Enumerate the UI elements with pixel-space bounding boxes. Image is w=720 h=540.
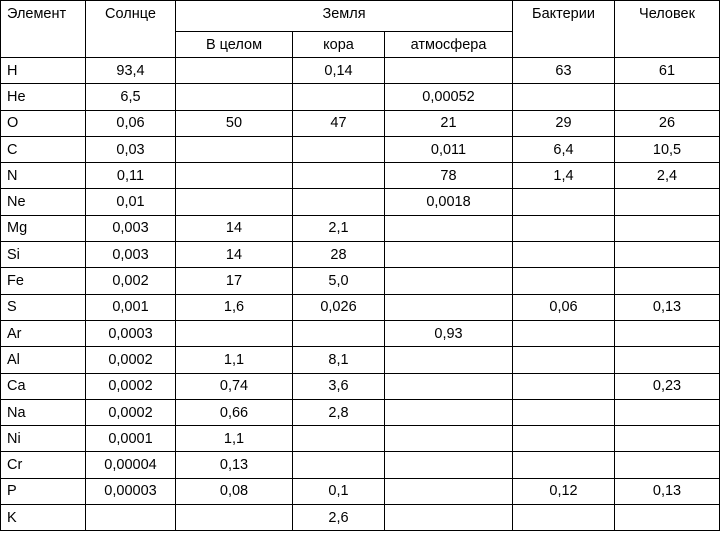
cell-element: Ni bbox=[1, 426, 86, 452]
cell-element: Ar bbox=[1, 320, 86, 346]
cell-earth-crust bbox=[293, 84, 385, 110]
cell-earth-crust: 2,8 bbox=[293, 399, 385, 425]
table-row bbox=[1, 268, 720, 294]
cell-bacteria: 1,4 bbox=[513, 163, 615, 189]
cell-earth-atmosphere bbox=[385, 426, 513, 452]
cell-earth-total: 50 bbox=[176, 110, 293, 136]
cell-element: K bbox=[1, 505, 86, 531]
cell-element: Fe bbox=[1, 268, 86, 294]
table-row bbox=[1, 399, 720, 425]
cell-earth-crust: 2,6 bbox=[293, 505, 385, 531]
cell-human bbox=[615, 268, 720, 294]
cell-earth-crust bbox=[293, 452, 385, 478]
cell-sun: 0,0001 bbox=[86, 426, 176, 452]
cell-bacteria bbox=[513, 215, 615, 241]
cell-element: He bbox=[1, 84, 86, 110]
cell-sun: 0,00003 bbox=[86, 478, 176, 504]
cell-earth-atmosphere bbox=[385, 215, 513, 241]
col-header-earth-total: В целом bbox=[176, 32, 293, 58]
cell-human bbox=[615, 452, 720, 478]
cell-earth-total bbox=[176, 84, 293, 110]
cell-earth-atmosphere bbox=[385, 242, 513, 268]
cell-element: Mg bbox=[1, 215, 86, 241]
cell-sun: 0,11 bbox=[86, 163, 176, 189]
cell-earth-total bbox=[176, 189, 293, 215]
table-row bbox=[1, 215, 720, 241]
cell-element: Ca bbox=[1, 373, 86, 399]
cell-element: Na bbox=[1, 399, 86, 425]
cell-bacteria bbox=[513, 426, 615, 452]
cell-human: 0,13 bbox=[615, 478, 720, 504]
col-header-bacteria: Бактерии bbox=[513, 1, 615, 58]
cell-sun: 0,002 bbox=[86, 268, 176, 294]
cell-earth-total: 1,1 bbox=[176, 426, 293, 452]
cell-element: Si bbox=[1, 242, 86, 268]
cell-earth-atmosphere: 0,011 bbox=[385, 136, 513, 162]
cell-bacteria bbox=[513, 373, 615, 399]
cell-element: Cr bbox=[1, 452, 86, 478]
cell-sun: 0,0002 bbox=[86, 373, 176, 399]
cell-earth-total bbox=[176, 163, 293, 189]
cell-earth-crust: 0,1 bbox=[293, 478, 385, 504]
cell-sun: 0,003 bbox=[86, 242, 176, 268]
cell-sun: 0,0002 bbox=[86, 347, 176, 373]
cell-earth-total bbox=[176, 505, 293, 531]
col-header-element: Элемент bbox=[1, 1, 86, 58]
cell-sun: 0,0003 bbox=[86, 320, 176, 346]
cell-element: C bbox=[1, 136, 86, 162]
cell-earth-total: 1,6 bbox=[176, 294, 293, 320]
cell-human bbox=[615, 242, 720, 268]
cell-element: S bbox=[1, 294, 86, 320]
cell-bacteria bbox=[513, 84, 615, 110]
cell-human bbox=[615, 347, 720, 373]
col-header-sun: Солнце bbox=[86, 1, 176, 58]
cell-human bbox=[615, 320, 720, 346]
table-row bbox=[1, 189, 720, 215]
cell-element: N bbox=[1, 163, 86, 189]
cell-bacteria bbox=[513, 399, 615, 425]
cell-bacteria: 29 bbox=[513, 110, 615, 136]
cell-earth-crust bbox=[293, 426, 385, 452]
cell-sun bbox=[86, 505, 176, 531]
cell-earth-atmosphere bbox=[385, 347, 513, 373]
table-row bbox=[1, 347, 720, 373]
cell-earth-total: 0,66 bbox=[176, 399, 293, 425]
cell-earth-crust bbox=[293, 163, 385, 189]
cell-human: 2,4 bbox=[615, 163, 720, 189]
table-row bbox=[1, 426, 720, 452]
cell-earth-total bbox=[176, 58, 293, 84]
table-row bbox=[1, 478, 720, 504]
cell-human: 61 bbox=[615, 58, 720, 84]
cell-bacteria bbox=[513, 452, 615, 478]
cell-earth-total bbox=[176, 320, 293, 346]
cell-human: 0,23 bbox=[615, 373, 720, 399]
cell-earth-crust: 2,1 bbox=[293, 215, 385, 241]
cell-bacteria bbox=[513, 505, 615, 531]
table-row bbox=[1, 373, 720, 399]
cell-earth-total: 14 bbox=[176, 215, 293, 241]
cell-element: P bbox=[1, 478, 86, 504]
cell-human: 0,13 bbox=[615, 294, 720, 320]
cell-earth-total: 0,74 bbox=[176, 373, 293, 399]
table-row bbox=[1, 320, 720, 346]
col-header-human: Человек bbox=[615, 1, 720, 58]
cell-earth-total: 0,08 bbox=[176, 478, 293, 504]
cell-earth-crust: 28 bbox=[293, 242, 385, 268]
table-row bbox=[1, 84, 720, 110]
cell-earth-crust: 0,026 bbox=[293, 294, 385, 320]
cell-human bbox=[615, 189, 720, 215]
table-row bbox=[1, 294, 720, 320]
cell-earth-atmosphere: 21 bbox=[385, 110, 513, 136]
table-row bbox=[1, 110, 720, 136]
cell-human bbox=[615, 505, 720, 531]
cell-human: 26 bbox=[615, 110, 720, 136]
col-header-earth-atmosphere: атмосфера bbox=[385, 32, 513, 58]
cell-earth-total: 1,1 bbox=[176, 347, 293, 373]
table-row bbox=[1, 163, 720, 189]
cell-human bbox=[615, 215, 720, 241]
cell-bacteria bbox=[513, 347, 615, 373]
cell-sun: 93,4 bbox=[86, 58, 176, 84]
cell-bacteria bbox=[513, 268, 615, 294]
cell-earth-atmosphere bbox=[385, 505, 513, 531]
cell-earth-atmosphere: 0,0018 bbox=[385, 189, 513, 215]
cell-element: H bbox=[1, 58, 86, 84]
cell-earth-atmosphere: 0,93 bbox=[385, 320, 513, 346]
cell-human bbox=[615, 84, 720, 110]
cell-bacteria bbox=[513, 189, 615, 215]
cell-earth-total: 17 bbox=[176, 268, 293, 294]
cell-bacteria: 6,4 bbox=[513, 136, 615, 162]
table-row bbox=[1, 242, 720, 268]
cell-sun: 0,06 bbox=[86, 110, 176, 136]
cell-earth-atmosphere bbox=[385, 399, 513, 425]
cell-sun: 0,03 bbox=[86, 136, 176, 162]
cell-earth-atmosphere bbox=[385, 58, 513, 84]
cell-earth-atmosphere bbox=[385, 294, 513, 320]
cell-sun: 0,00004 bbox=[86, 452, 176, 478]
cell-sun: 6,5 bbox=[86, 84, 176, 110]
cell-earth-total bbox=[176, 136, 293, 162]
table-row bbox=[1, 505, 720, 531]
cell-bacteria bbox=[513, 320, 615, 346]
cell-bacteria: 0,06 bbox=[513, 294, 615, 320]
cell-earth-crust: 3,6 bbox=[293, 373, 385, 399]
cell-earth-total: 14 bbox=[176, 242, 293, 268]
cell-sun: 0,001 bbox=[86, 294, 176, 320]
cell-earth-total: 0,13 bbox=[176, 452, 293, 478]
cell-earth-crust: 5,0 bbox=[293, 268, 385, 294]
cell-element: Al bbox=[1, 347, 86, 373]
cell-earth-crust bbox=[293, 136, 385, 162]
cell-sun: 0,01 bbox=[86, 189, 176, 215]
cell-human bbox=[615, 426, 720, 452]
col-header-earth-crust: кора bbox=[293, 32, 385, 58]
table-row bbox=[1, 58, 720, 84]
cell-bacteria: 0,12 bbox=[513, 478, 615, 504]
cell-earth-atmosphere bbox=[385, 268, 513, 294]
cell-human bbox=[615, 399, 720, 425]
cell-element: Ne bbox=[1, 189, 86, 215]
cell-earth-atmosphere: 78 bbox=[385, 163, 513, 189]
cell-sun: 0,0002 bbox=[86, 399, 176, 425]
cell-bacteria bbox=[513, 242, 615, 268]
cell-element: O bbox=[1, 110, 86, 136]
cell-bacteria: 63 bbox=[513, 58, 615, 84]
table-row bbox=[1, 136, 720, 162]
cell-earth-crust bbox=[293, 320, 385, 346]
col-header-earth: Земля bbox=[176, 1, 513, 32]
cell-earth-crust: 8,1 bbox=[293, 347, 385, 373]
header-row-top bbox=[1, 1, 720, 32]
cell-sun: 0,003 bbox=[86, 215, 176, 241]
cell-earth-atmosphere bbox=[385, 452, 513, 478]
cell-earth-crust bbox=[293, 189, 385, 215]
cell-earth-atmosphere: 0,00052 bbox=[385, 84, 513, 110]
cell-earth-crust: 0,14 bbox=[293, 58, 385, 84]
cell-earth-crust: 47 bbox=[293, 110, 385, 136]
cell-human: 10,5 bbox=[615, 136, 720, 162]
table-row bbox=[1, 452, 720, 478]
cell-earth-atmosphere bbox=[385, 478, 513, 504]
cell-earth-atmosphere bbox=[385, 373, 513, 399]
